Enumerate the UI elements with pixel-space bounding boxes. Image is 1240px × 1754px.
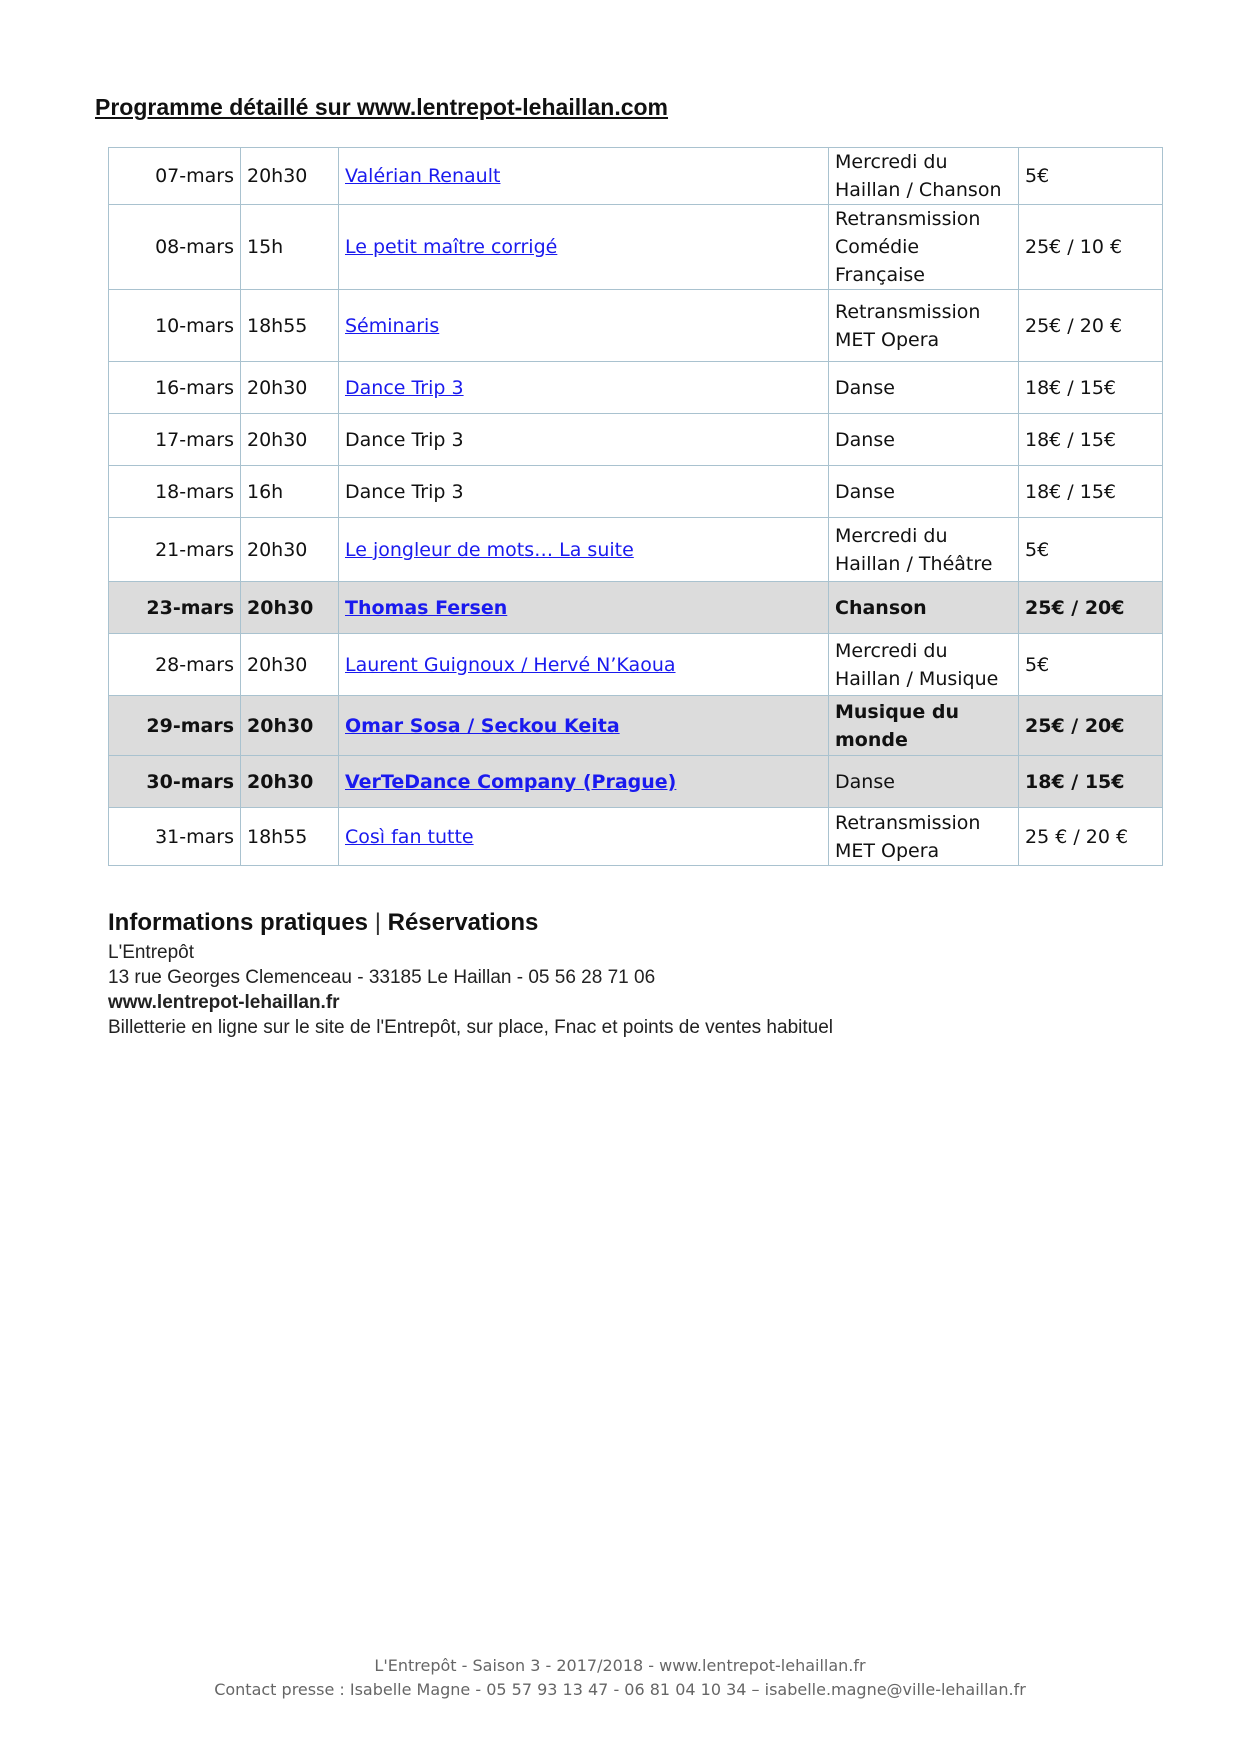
table-row [109, 205, 1163, 290]
event-category: Mercredi du Haillan / Chanson [829, 148, 1019, 205]
table-row [109, 290, 1163, 362]
event-title: Dance Trip 3 [339, 466, 829, 518]
event-title-link[interactable]: Séminaris [345, 314, 440, 337]
info-heading-right: Réservations [387, 909, 539, 936]
table-row [109, 414, 1163, 466]
event-price: 18€ / 15€ [1019, 362, 1163, 414]
event-time: 20h30 [241, 582, 339, 634]
event-title-link[interactable]: Così fan tutte [345, 825, 474, 848]
table-row [109, 518, 1163, 582]
event-price: 18€ / 15€ [1019, 414, 1163, 466]
event-price: 5€ [1019, 518, 1163, 582]
event-date: 31-mars [109, 808, 241, 866]
event-price: 25 € / 20 € [1019, 808, 1163, 866]
event-date: 10-mars [109, 290, 241, 362]
table-row [109, 756, 1163, 808]
event-category: Mercredi du Haillan / Théâtre [829, 518, 1019, 582]
event-title-link[interactable]: Le petit maître corrigé [345, 236, 558, 258]
event-time: 20h30 [241, 362, 339, 414]
event-title-link[interactable]: Thomas Fersen [345, 596, 508, 619]
page-title: Programme détaillé sur www.lentrepot-lehaillan.com [95, 94, 669, 120]
table-row [109, 808, 1163, 866]
website-link[interactable]: www.lentrepot-lehaillan.fr [108, 992, 340, 1013]
event-category: Retransmission MET Opera [829, 290, 1019, 362]
event-price: 25€ / 20€ [1019, 696, 1163, 756]
heading-separator: | [374, 909, 381, 936]
venue-address: 13 rue Georges Clemenceau - 33185 Le Haillan - 05 56 28 71 06 [108, 967, 656, 988]
event-price: 18€ / 15€ [1019, 756, 1163, 808]
table-row [109, 466, 1163, 518]
event-title-link[interactable]: Le jongleur de mots… La suite [345, 538, 634, 561]
event-category: Danse [829, 756, 1019, 808]
event-date: 17-mars [109, 414, 241, 466]
event-date: 30-mars [109, 756, 241, 808]
event-time: 15h [241, 205, 339, 290]
event-date: 29-mars [109, 696, 241, 756]
event-time: 18h55 [241, 808, 339, 866]
event-category: Danse [829, 362, 1019, 414]
event-price: 18€ / 15€ [1019, 466, 1163, 518]
event-time: 20h30 [241, 518, 339, 582]
event-title-link[interactable]: Omar Sosa / Seckou Keita [345, 714, 620, 737]
event-date: 23-mars [109, 582, 241, 634]
event-time: 20h30 [241, 414, 339, 466]
event-category: Musique du monde [829, 696, 1019, 756]
event-price: 25€ / 10 € [1019, 205, 1163, 290]
event-category: Retransmission Comédie Française [829, 205, 1019, 290]
event-title-link[interactable]: Laurent Guignoux / Hervé N’Kaoua [345, 653, 676, 676]
event-category: Danse [829, 466, 1019, 518]
event-time: 20h30 [241, 634, 339, 696]
page-footer [0, 1654, 1240, 1702]
event-time: 20h30 [241, 148, 339, 205]
table-row [109, 634, 1163, 696]
practical-info [108, 906, 833, 1040]
event-date: 07-mars [109, 148, 241, 205]
event-time: 16h [241, 466, 339, 518]
event-time: 18h55 [241, 290, 339, 362]
table-row [109, 362, 1163, 414]
event-price: 5€ [1019, 148, 1163, 205]
program-table [108, 147, 1163, 866]
event-date: 18-mars [109, 466, 241, 518]
event-category: Chanson [829, 582, 1019, 634]
event-category: Danse [829, 414, 1019, 466]
info-heading-left: Informations pratiques [108, 909, 369, 936]
event-title-link[interactable]: Dance Trip 3 [345, 376, 464, 399]
event-price: 5€ [1019, 634, 1163, 696]
table-row [109, 696, 1163, 756]
venue-name: L'Entrepôt [108, 942, 195, 963]
event-date: 08-mars [109, 205, 241, 290]
info-heading [108, 906, 833, 940]
event-date: 21-mars [109, 518, 241, 582]
table-row [109, 148, 1163, 205]
event-time: 20h30 [241, 756, 339, 808]
footer-line-2: Contact presse : Isabelle Magne - 05 57 93 13 47 - 06 81 04 10 34 – isabelle.magne@ville-lehaillan.fr [214, 1680, 1026, 1699]
footer-line-1: L'Entrepôt - Saison 3 - 2017/2018 - www.lentrepot-lehaillan.fr [374, 1656, 866, 1675]
event-title-link[interactable]: VerTeDance Company (Prague) [345, 770, 677, 793]
event-price: 25€ / 20€ [1019, 582, 1163, 634]
event-title-link[interactable]: Valérian Renault [345, 165, 501, 187]
event-date: 28-mars [109, 634, 241, 696]
event-time: 20h30 [241, 696, 339, 756]
event-title: Dance Trip 3 [339, 414, 829, 466]
event-price: 25€ / 20 € [1019, 290, 1163, 362]
event-category: Mercredi du Haillan / Musique [829, 634, 1019, 696]
event-category: Retransmission MET Opera [829, 808, 1019, 866]
ticketing-info: Billetterie en ligne sur le site de l'Entrepôt, sur place, Fnac et points de ventes habituel [108, 1017, 833, 1038]
table-row [109, 582, 1163, 634]
event-date: 16-mars [109, 362, 241, 414]
